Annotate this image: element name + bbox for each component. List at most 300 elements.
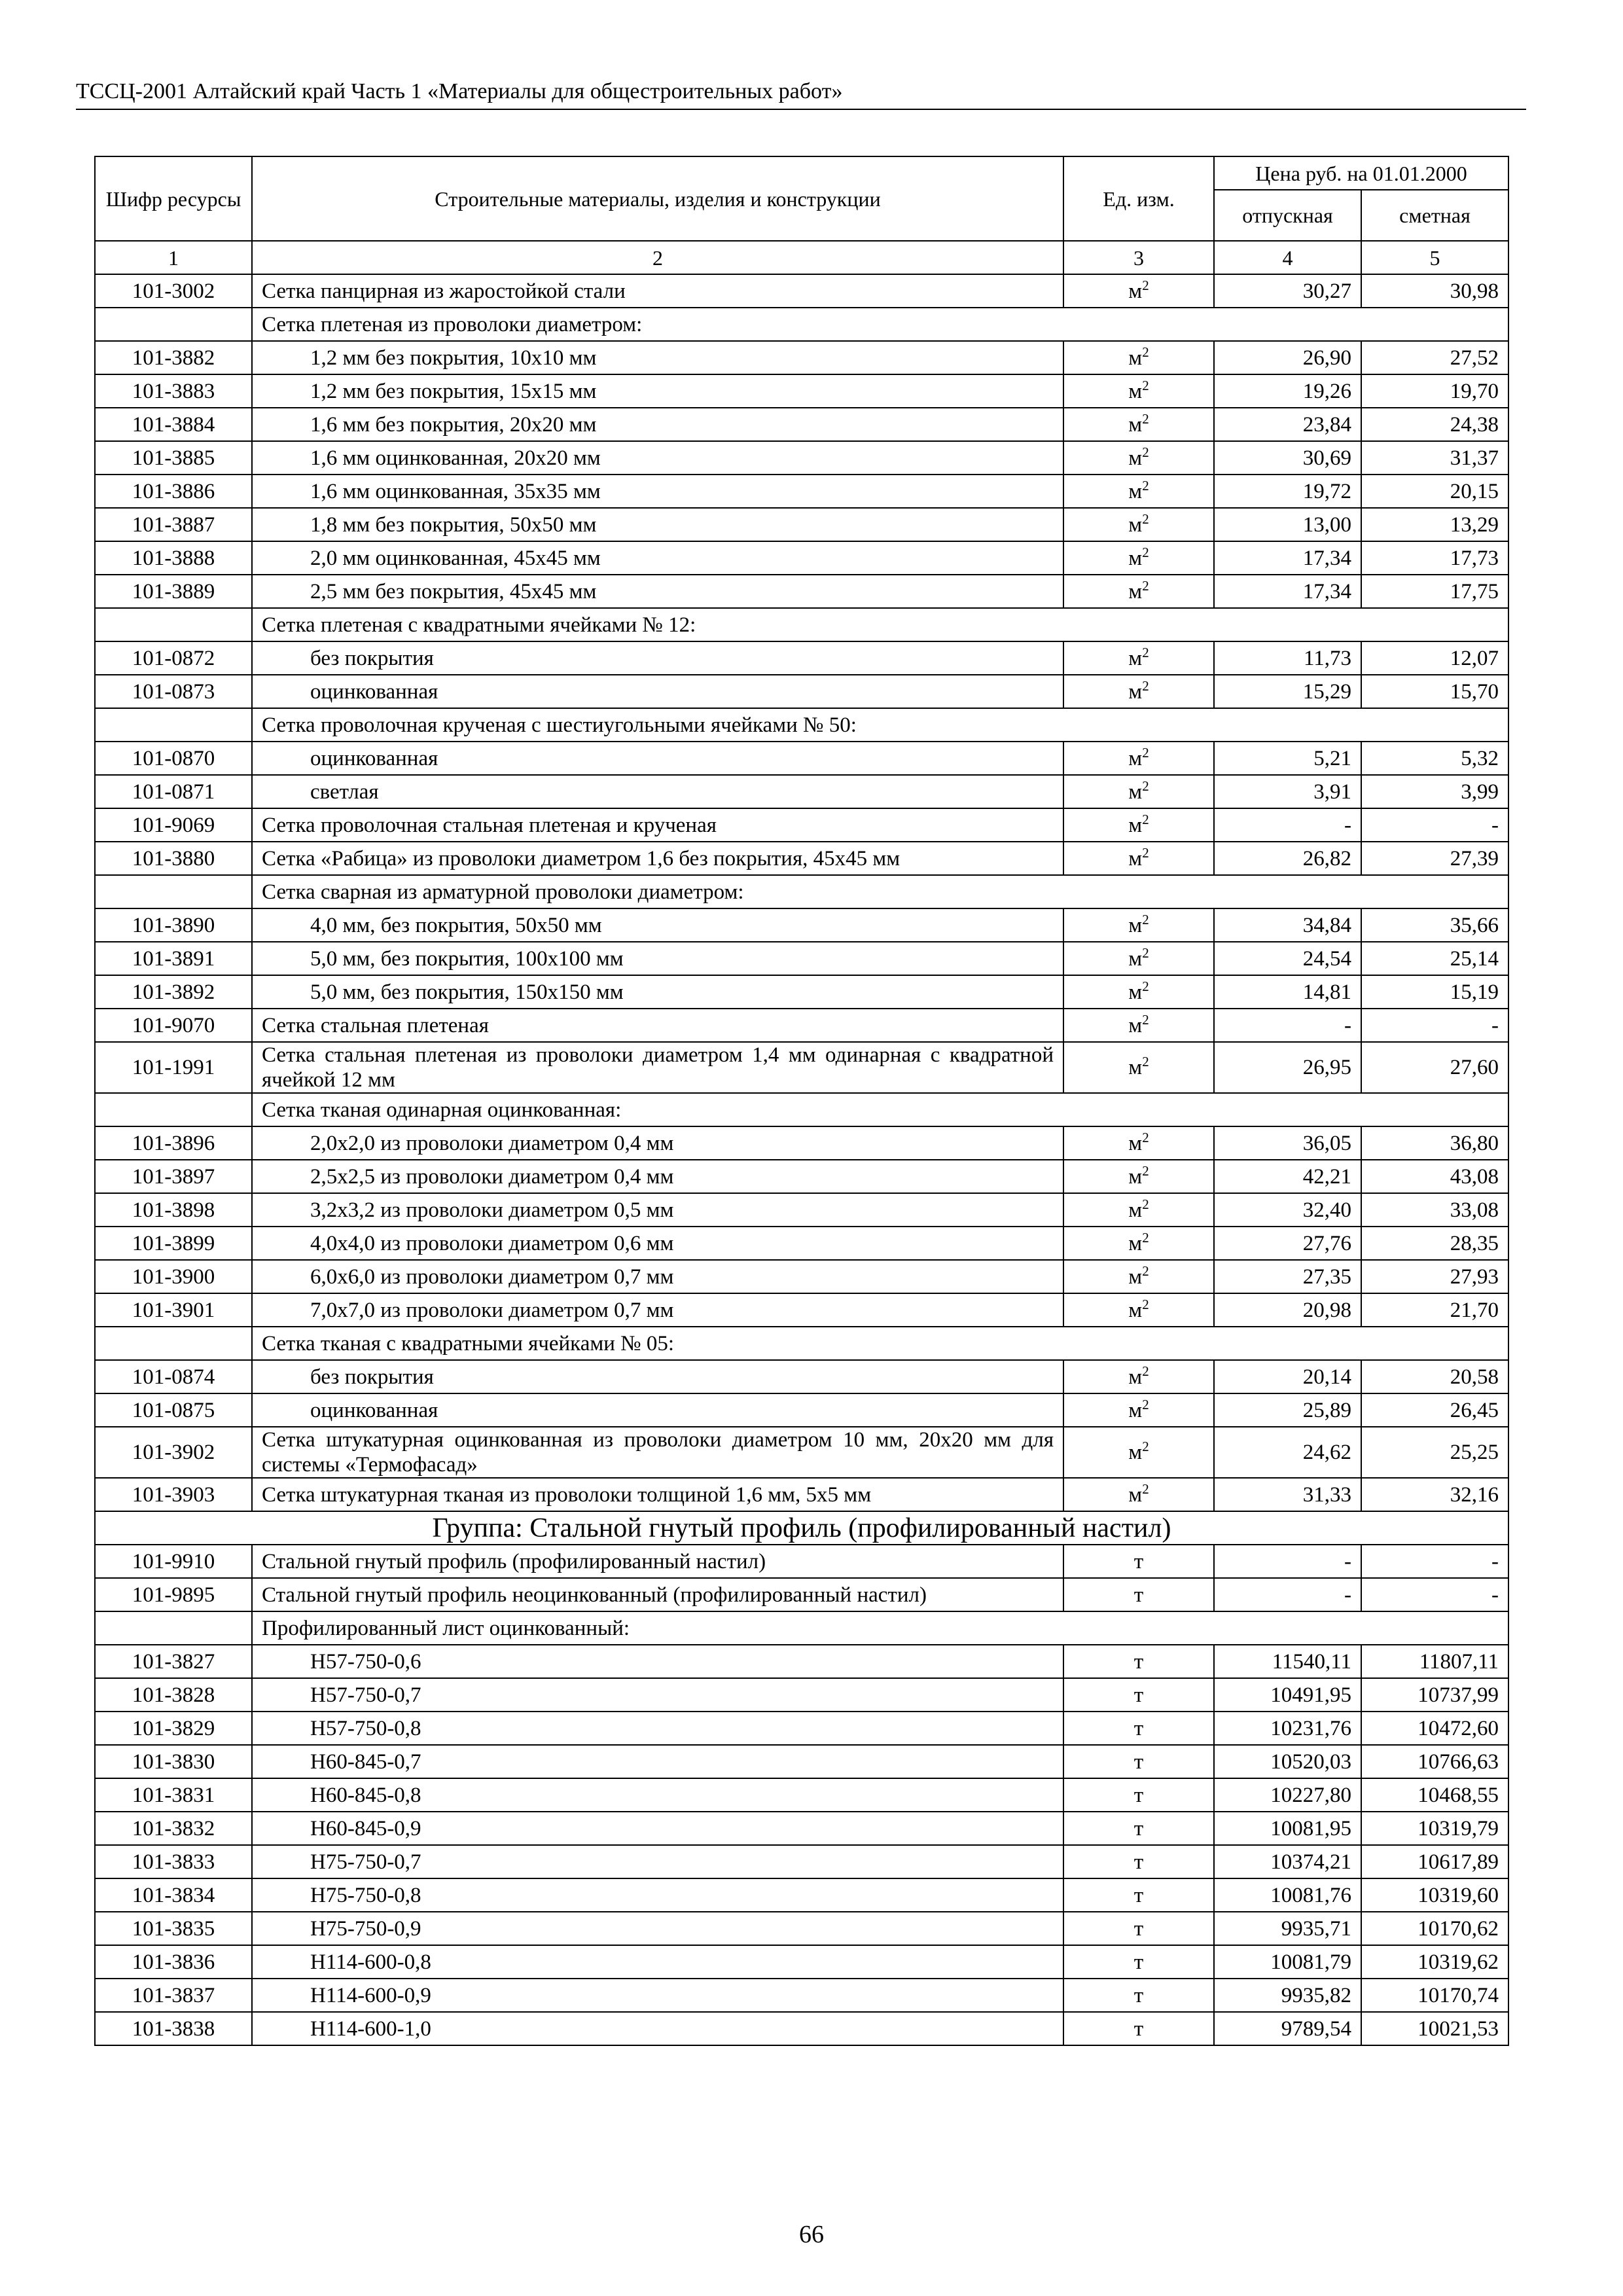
estimate-price: 10021,53 — [1361, 2012, 1508, 2045]
release-price: - — [1214, 808, 1361, 842]
resource-code: 101-3903 — [95, 1478, 252, 1511]
estimate-price: - — [1361, 1009, 1508, 1042]
resource-code: 101-9895 — [95, 1578, 252, 1611]
material-name: Н60-845-0,9 — [252, 1812, 1063, 1845]
section-row — [95, 1093, 1508, 1126]
material-name: Сетка стальная плетеная — [252, 1009, 1063, 1042]
material-name: 7,0x7,0 из проволоки диаметром 0,7 мм — [252, 1293, 1063, 1327]
unit-value: м — [1128, 1482, 1143, 1507]
estimate-price: 15,70 — [1361, 675, 1508, 708]
unit-value: м — [1128, 746, 1143, 770]
resource-code: 101-3835 — [95, 1912, 252, 1945]
table-row — [95, 1845, 1508, 1878]
unit-value: м — [1128, 1441, 1143, 1464]
release-price: 9935,71 — [1214, 1912, 1361, 1945]
estimate-price: 10319,60 — [1361, 1878, 1508, 1912]
unit-superscript: 2 — [1142, 511, 1149, 527]
estimate-price: 10617,89 — [1361, 1845, 1508, 1878]
resource-code: 101-3900 — [95, 1260, 252, 1293]
group-row — [95, 1511, 1508, 1545]
unit-cell — [1063, 1778, 1214, 1812]
estimate-price: 19,70 — [1361, 374, 1508, 408]
table-row — [95, 1193, 1508, 1227]
unit-cell — [1063, 1126, 1214, 1160]
material-name: Н75-750-0,7 — [252, 1845, 1063, 1878]
material-name: Стальной гнутый профиль (профилированный настил) — [252, 1545, 1063, 1578]
unit-cell — [1063, 908, 1214, 942]
unit-cell — [1063, 1945, 1214, 1979]
unit-superscript: 2 — [1142, 844, 1149, 861]
table-row — [95, 374, 1508, 408]
unit-cell — [1063, 508, 1214, 541]
material-name: 1,6 мм оцинкованная, 35x35 мм — [252, 475, 1063, 508]
release-price: 26,90 — [1214, 341, 1361, 374]
resource-code: 101-3837 — [95, 1979, 252, 2012]
resource-code: 101-0870 — [95, 742, 252, 775]
resource-code: 101-3828 — [95, 1678, 252, 1712]
table-row — [95, 1712, 1508, 1745]
material-name: 1,8 мм без покрытия, 50x50 мм — [252, 508, 1063, 541]
section-row — [95, 875, 1508, 908]
release-price: 23,84 — [1214, 408, 1361, 441]
unit-value: м — [1128, 1131, 1143, 1155]
unit-superscript: 2 — [1142, 1229, 1149, 1246]
release-price: 10227,80 — [1214, 1778, 1361, 1812]
release-price: 13,00 — [1214, 508, 1361, 541]
column-number: 4 — [1214, 241, 1361, 274]
unit-cell — [1063, 1678, 1214, 1712]
unit-cell — [1063, 441, 1214, 475]
unit-cell — [1063, 1427, 1214, 1478]
estimate-price: 13,29 — [1361, 508, 1508, 541]
unit-value: т — [1133, 1816, 1144, 1840]
release-price: - — [1214, 1578, 1361, 1611]
unit-superscript: 2 — [1142, 778, 1149, 794]
unit-cell — [1063, 775, 1214, 808]
resource-code: 101-3831 — [95, 1778, 252, 1812]
estimate-price: 5,32 — [1361, 742, 1508, 775]
unit-superscript: 2 — [1142, 577, 1149, 594]
unit-cell — [1063, 374, 1214, 408]
estimate-price: 15,19 — [1361, 975, 1508, 1009]
section-code-cell — [95, 875, 252, 908]
table-row — [95, 475, 1508, 508]
table-row — [95, 1293, 1508, 1327]
material-name: 1,6 мм оцинкованная, 20x20 мм — [252, 441, 1063, 475]
material-name: 3,2x3,2 из проволоки диаметром 0,5 мм — [252, 1193, 1063, 1227]
resource-code: 101-3832 — [95, 1812, 252, 1845]
resource-code: 101-9070 — [95, 1009, 252, 1042]
estimate-price: 31,37 — [1361, 441, 1508, 475]
release-price: 42,21 — [1214, 1160, 1361, 1193]
unit-value: м — [1128, 1398, 1143, 1422]
material-name: Сетка «Рабица» из проволоки диаметром 1,6 без покрытия, 45x45 мм — [252, 842, 1063, 875]
material-name: 1,2 мм без покрытия, 15x15 мм — [252, 374, 1063, 408]
unit-value: м — [1128, 1013, 1143, 1037]
header-price: Цена руб. на 01.01.2000 — [1214, 156, 1508, 190]
unit-cell — [1063, 1645, 1214, 1678]
resource-code: 101-3891 — [95, 942, 252, 975]
material-name: Сетка проволочная стальная плетеная и крученая — [252, 808, 1063, 842]
estimate-price: - — [1361, 1545, 1508, 1578]
unit-cell — [1063, 742, 1214, 775]
table-row — [95, 808, 1508, 842]
estimate-price: 27,93 — [1361, 1260, 1508, 1293]
table-row — [95, 541, 1508, 575]
resource-code: 101-3885 — [95, 441, 252, 475]
table-row — [95, 2012, 1508, 2045]
unit-superscript: 2 — [1142, 344, 1149, 360]
unit-cell — [1063, 274, 1214, 308]
resource-code: 101-3886 — [95, 475, 252, 508]
unit-value: м — [1128, 679, 1143, 704]
material-name: Н114-600-0,9 — [252, 1979, 1063, 2012]
material-name: Н114-600-1,0 — [252, 2012, 1063, 2045]
table-row — [95, 942, 1508, 975]
section-title: Сетка сварная из арматурной проволоки диаметром: — [252, 875, 1508, 908]
estimate-price: 3,99 — [1361, 775, 1508, 808]
table-row — [95, 1126, 1508, 1160]
unit-value: м — [1128, 412, 1143, 437]
table-row — [95, 1745, 1508, 1778]
unit-superscript: 2 — [1142, 944, 1149, 961]
unit-value: м — [1128, 913, 1143, 937]
unit-value: м — [1128, 1265, 1143, 1289]
table-row — [95, 775, 1508, 808]
unit-value: т — [1133, 1983, 1144, 2007]
unit-cell — [1063, 475, 1214, 508]
resource-code: 101-0875 — [95, 1393, 252, 1427]
unit-value: м — [1128, 1365, 1143, 1389]
table-row — [95, 1360, 1508, 1393]
unit-cell — [1063, 1293, 1214, 1327]
resource-code: 101-3833 — [95, 1845, 252, 1878]
estimate-price: 30,98 — [1361, 274, 1508, 308]
estimate-price: 25,25 — [1361, 1427, 1508, 1478]
estimate-price: 20,58 — [1361, 1360, 1508, 1393]
resource-code: 101-1991 — [95, 1042, 252, 1093]
estimate-price: 33,08 — [1361, 1193, 1508, 1227]
table-row — [95, 1160, 1508, 1193]
unit-superscript: 2 — [1142, 744, 1149, 761]
unit-value: м — [1128, 813, 1143, 837]
unit-cell — [1063, 1360, 1214, 1393]
section-title: Сетка плетеная с квадратными ячейками № 12: — [252, 608, 1508, 641]
unit-superscript: 2 — [1142, 1396, 1149, 1412]
unit-value: т — [1133, 1583, 1144, 1607]
unit-superscript: 2 — [1142, 1129, 1149, 1145]
header-code: Шифр ресурсы — [95, 156, 252, 241]
release-price: 34,84 — [1214, 908, 1361, 942]
unit-superscript: 2 — [1142, 377, 1149, 393]
section-row — [95, 308, 1508, 341]
unit-value: м — [1128, 546, 1143, 570]
unit-cell — [1063, 1845, 1214, 1878]
estimate-price: 32,16 — [1361, 1478, 1508, 1511]
resource-code: 101-3834 — [95, 1878, 252, 1912]
section-row — [95, 1327, 1508, 1360]
release-price: - — [1214, 1545, 1361, 1578]
resource-code: 101-3884 — [95, 408, 252, 441]
unit-superscript: 2 — [1142, 1196, 1149, 1212]
release-price: 36,05 — [1214, 1126, 1361, 1160]
table-row — [95, 975, 1508, 1009]
table-row — [95, 274, 1508, 308]
unit-cell — [1063, 1160, 1214, 1193]
unit-value: т — [1133, 1916, 1144, 1941]
material-name: оцинкованная — [252, 1393, 1063, 1427]
material-name: без покрытия — [252, 1360, 1063, 1393]
material-name: Н75-750-0,8 — [252, 1878, 1063, 1912]
material-name: Н57-750-0,7 — [252, 1678, 1063, 1712]
table-row — [95, 1812, 1508, 1845]
resource-code: 101-3002 — [95, 274, 252, 308]
material-name: Н75-750-0,9 — [252, 1912, 1063, 1945]
column-number: 2 — [252, 241, 1063, 274]
column-number: 3 — [1063, 241, 1214, 274]
release-price: 9935,82 — [1214, 1979, 1361, 2012]
release-price: 25,89 — [1214, 1393, 1361, 1427]
section-row — [95, 608, 1508, 641]
unit-cell — [1063, 541, 1214, 575]
table-row — [95, 742, 1508, 775]
estimate-price: 21,70 — [1361, 1293, 1508, 1327]
material-name: 4,0 мм, без покрытия, 50x50 мм — [252, 908, 1063, 942]
resource-code: 101-3890 — [95, 908, 252, 942]
running-header: ТССЦ-2001 Алтайский край Часть 1 «Материалы для общестроительных работ» — [76, 77, 1526, 110]
unit-cell — [1063, 575, 1214, 608]
estimate-price: 35,66 — [1361, 908, 1508, 942]
resource-code: 101-0874 — [95, 1360, 252, 1393]
price-table — [94, 156, 1509, 2046]
section-code-cell — [95, 308, 252, 341]
release-price: 10520,03 — [1214, 1745, 1361, 1778]
unit-value: м — [1128, 646, 1143, 670]
header-estimate-price: сметная — [1361, 190, 1508, 241]
unit-superscript: 2 — [1142, 544, 1149, 560]
material-name: Н60-845-0,7 — [252, 1745, 1063, 1778]
estimate-price: 27,52 — [1361, 341, 1508, 374]
unit-value: м — [1128, 1198, 1143, 1222]
resource-code: 101-3902 — [95, 1427, 252, 1478]
estimate-price: 10468,55 — [1361, 1778, 1508, 1812]
unit-cell — [1063, 408, 1214, 441]
release-price: 30,69 — [1214, 441, 1361, 475]
table-row — [95, 1009, 1508, 1042]
table-row — [95, 842, 1508, 875]
resource-code: 101-3889 — [95, 575, 252, 608]
unit-superscript: 2 — [1142, 410, 1149, 427]
table-row — [95, 1778, 1508, 1812]
header-unit: Ед. изм. — [1063, 156, 1214, 241]
estimate-price: 26,45 — [1361, 1393, 1508, 1427]
release-price: 11,73 — [1214, 641, 1361, 675]
unit-value: т — [1133, 1749, 1144, 1774]
estimate-price: 10737,99 — [1361, 1678, 1508, 1712]
material-name: без покрытия — [252, 641, 1063, 675]
unit-superscript: 2 — [1142, 477, 1149, 493]
unit-value: м — [1128, 1164, 1143, 1189]
material-name: 2,5x2,5 из проволоки диаметром 0,4 мм — [252, 1160, 1063, 1193]
unit-superscript: 2 — [1142, 1439, 1149, 1454]
estimate-price: 17,75 — [1361, 575, 1508, 608]
release-price: 20,98 — [1214, 1293, 1361, 1327]
resource-code: 101-3882 — [95, 341, 252, 374]
release-price: 10081,76 — [1214, 1878, 1361, 1912]
resource-code: 101-3898 — [95, 1193, 252, 1227]
release-price: 20,14 — [1214, 1360, 1361, 1393]
release-price: 24,54 — [1214, 942, 1361, 975]
unit-superscript: 2 — [1142, 1480, 1149, 1497]
unit-cell — [1063, 675, 1214, 708]
release-price: 15,29 — [1214, 675, 1361, 708]
material-name: оцинкованная — [252, 675, 1063, 708]
unit-cell — [1063, 1227, 1214, 1260]
unit-cell — [1063, 975, 1214, 1009]
table-row — [95, 1645, 1508, 1678]
release-price: 10081,79 — [1214, 1945, 1361, 1979]
column-number: 1 — [95, 241, 252, 274]
unit-value: т — [1133, 1683, 1144, 1707]
resource-code: 101-3827 — [95, 1645, 252, 1678]
unit-cell — [1063, 2012, 1214, 2045]
release-price: 19,26 — [1214, 374, 1361, 408]
estimate-price: 10170,74 — [1361, 1979, 1508, 2012]
resource-code: 101-9910 — [95, 1545, 252, 1578]
estimate-price: 28,35 — [1361, 1227, 1508, 1260]
material-name: 1,6 мм без покрытия, 20x20 мм — [252, 408, 1063, 441]
group-title: Группа: Стальной гнутый профиль (профилированный настил) — [95, 1511, 1508, 1545]
estimate-price: 10766,63 — [1361, 1745, 1508, 1778]
unit-cell — [1063, 1393, 1214, 1427]
unit-value: м — [1128, 946, 1143, 971]
unit-value: т — [1133, 1883, 1144, 1907]
release-price: 5,21 — [1214, 742, 1361, 775]
release-price: 10081,95 — [1214, 1812, 1361, 1845]
table-row — [95, 1678, 1508, 1712]
estimate-price: - — [1361, 808, 1508, 842]
material-name: 1,2 мм без покрытия, 10x10 мм — [252, 341, 1063, 374]
material-name: светлая — [252, 775, 1063, 808]
resource-code: 101-0871 — [95, 775, 252, 808]
release-price: 3,91 — [1214, 775, 1361, 808]
unit-superscript: 2 — [1142, 644, 1149, 660]
unit-value: т — [1133, 1716, 1144, 1740]
unit-cell — [1063, 1712, 1214, 1745]
table-body — [95, 274, 1508, 2045]
section-title: Сетка проволочная крученая с шестиугольными ячейками № 50: — [252, 708, 1508, 742]
table-row — [95, 341, 1508, 374]
material-name: Сетка штукатурная тканая из проволоки толщиной 1,6 мм, 5x5 мм — [252, 1478, 1063, 1511]
unit-cell — [1063, 942, 1214, 975]
section-title: Профилированный лист оцинкованный: — [252, 1611, 1508, 1645]
table-row — [95, 508, 1508, 541]
estimate-price: 27,39 — [1361, 842, 1508, 875]
unit-value: м — [1128, 579, 1143, 603]
release-price: 10231,76 — [1214, 1712, 1361, 1745]
unit-cell — [1063, 1478, 1214, 1511]
unit-value: т — [1133, 1649, 1144, 1674]
estimate-price: 20,15 — [1361, 475, 1508, 508]
table-row — [95, 1042, 1508, 1093]
section-title: Сетка тканая одинарная оцинкованная: — [252, 1093, 1508, 1126]
release-price: 26,82 — [1214, 842, 1361, 875]
unit-superscript: 2 — [1142, 677, 1149, 694]
unit-superscript: 2 — [1142, 978, 1149, 994]
unit-superscript: 2 — [1142, 1263, 1149, 1279]
material-name: Н60-845-0,8 — [252, 1778, 1063, 1812]
resource-code: 101-3887 — [95, 508, 252, 541]
resource-code: 101-3836 — [95, 1945, 252, 1979]
unit-superscript: 2 — [1142, 1011, 1149, 1028]
estimate-price: 36,80 — [1361, 1126, 1508, 1160]
material-name: Н114-600-0,8 — [252, 1945, 1063, 1979]
material-name: 4,0x4,0 из проволоки диаметром 0,6 мм — [252, 1227, 1063, 1260]
estimate-price: 10472,60 — [1361, 1712, 1508, 1745]
unit-value: т — [1133, 2017, 1144, 2041]
table-row — [95, 1912, 1508, 1945]
page-number: 66 — [799, 2221, 824, 2248]
header-name: Строительные материалы, изделия и конструкции — [252, 156, 1063, 241]
release-price: 14,81 — [1214, 975, 1361, 1009]
material-name: Сетка панцирная из жаростойкой стали — [252, 274, 1063, 308]
resource-code: 101-3896 — [95, 1126, 252, 1160]
release-price: 24,62 — [1214, 1427, 1361, 1478]
estimate-price: 24,38 — [1361, 408, 1508, 441]
unit-value: м — [1128, 379, 1143, 403]
resource-code: 101-3883 — [95, 374, 252, 408]
column-number: 5 — [1361, 241, 1508, 274]
unit-value: м — [1128, 980, 1143, 1004]
unit-value: м — [1128, 279, 1143, 303]
release-price: 17,34 — [1214, 575, 1361, 608]
section-code-cell — [95, 1093, 252, 1126]
resource-code: 101-3830 — [95, 1745, 252, 1778]
material-name: оцинкованная — [252, 742, 1063, 775]
unit-value: м — [1128, 1056, 1143, 1079]
material-name: Н57-750-0,6 — [252, 1645, 1063, 1678]
section-row — [95, 1611, 1508, 1645]
unit-value: м — [1128, 346, 1143, 370]
release-price: 9789,54 — [1214, 2012, 1361, 2045]
resource-code: 101-3829 — [95, 1712, 252, 1745]
table-row — [95, 1393, 1508, 1427]
table-row — [95, 1578, 1508, 1611]
release-price: - — [1214, 1009, 1361, 1042]
resource-code: 101-9069 — [95, 808, 252, 842]
release-price: 32,40 — [1214, 1193, 1361, 1227]
unit-superscript: 2 — [1142, 1296, 1149, 1312]
material-name: Стальной гнутый профиль неоцинкованный (профилированный настил) — [252, 1578, 1063, 1611]
unit-superscript: 2 — [1142, 1162, 1149, 1179]
table-row — [95, 1945, 1508, 1979]
unit-cell — [1063, 1042, 1214, 1093]
material-name: Н57-750-0,8 — [252, 1712, 1063, 1745]
section-code-cell — [95, 608, 252, 641]
material-name: Сетка стальная плетеная из проволоки диаметром 1,4 мм одинарная с квадратной ячейкой 12 мм — [252, 1042, 1063, 1093]
table-row — [95, 1260, 1508, 1293]
material-name: 5,0 мм, без покрытия, 150x150 мм — [252, 975, 1063, 1009]
resource-code: 101-3901 — [95, 1293, 252, 1327]
unit-value: м — [1128, 479, 1143, 503]
unit-cell — [1063, 1745, 1214, 1778]
table-row — [95, 1545, 1508, 1578]
release-price: 19,72 — [1214, 475, 1361, 508]
release-price: 26,95 — [1214, 1042, 1361, 1093]
unit-cell — [1063, 808, 1214, 842]
unit-value: т — [1133, 1950, 1144, 1974]
unit-cell — [1063, 641, 1214, 675]
